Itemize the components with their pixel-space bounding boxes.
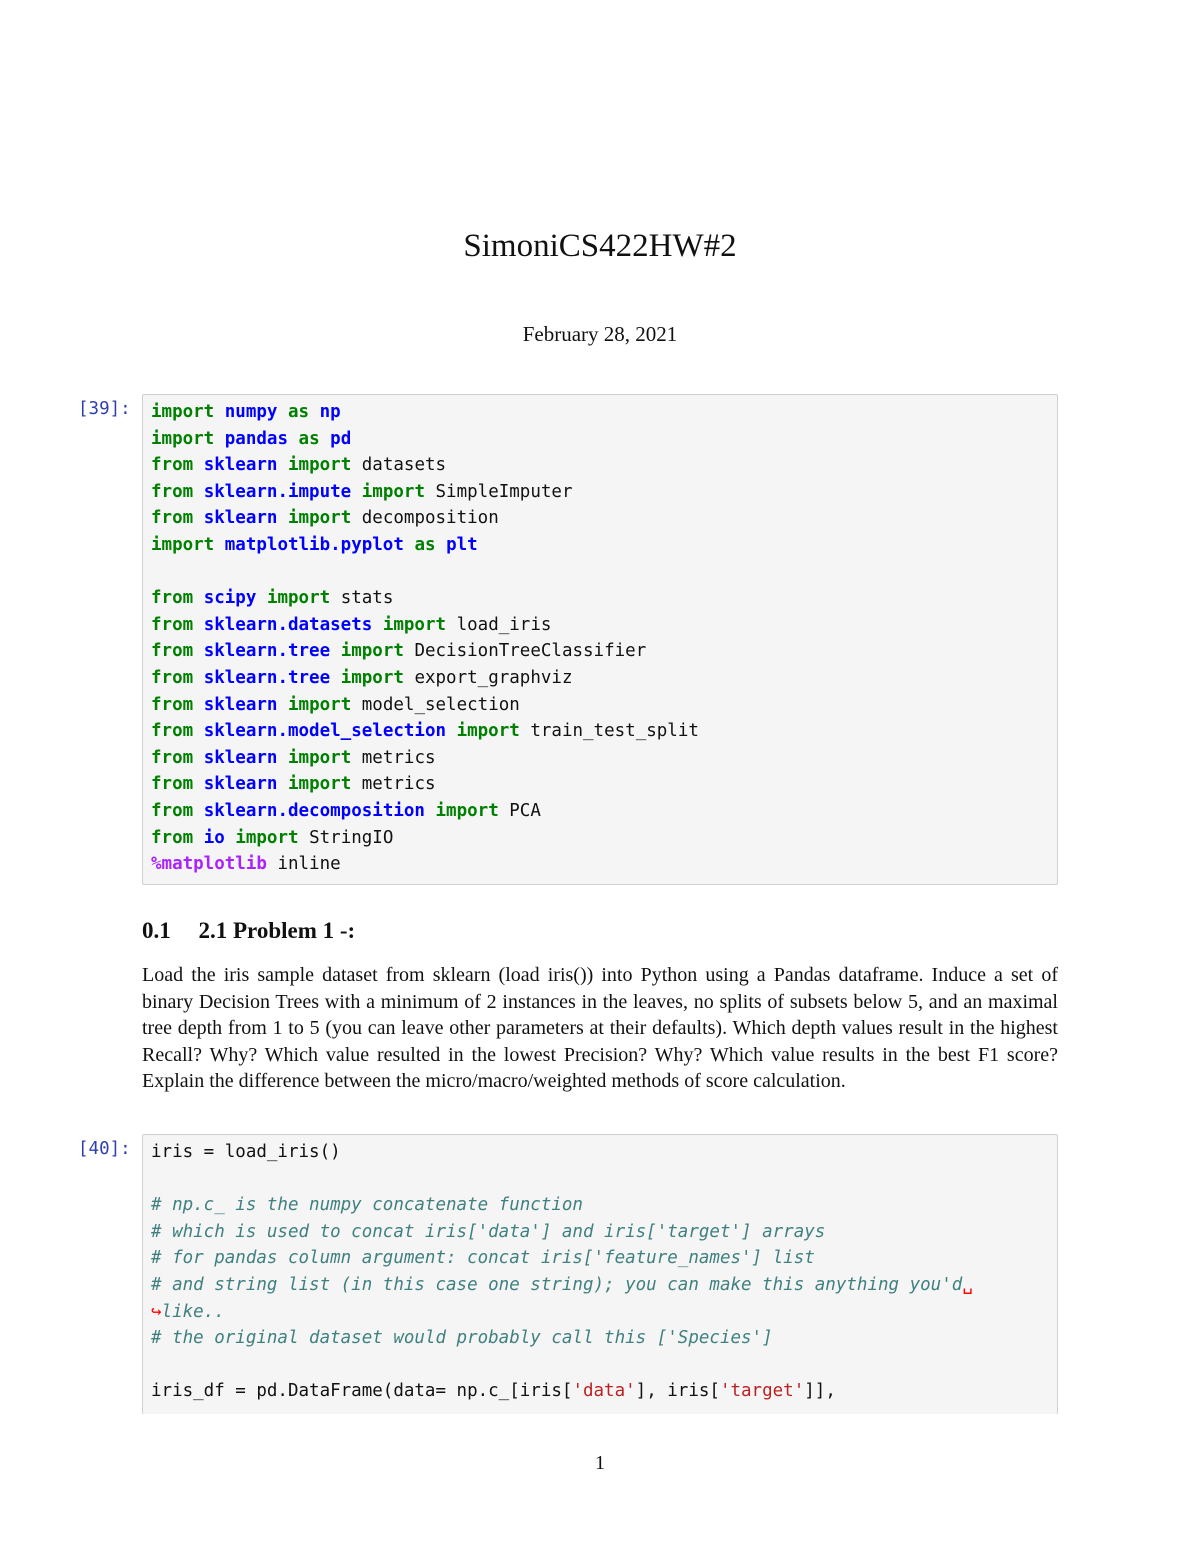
code-line: [151, 532, 1049, 559]
code-token: sklearn.model_selection: [203, 721, 447, 742]
cell-prompt-40: [40]:: [78, 1139, 131, 1159]
code-token: like..: [161, 1301, 225, 1322]
code-token: [277, 774, 288, 794]
code-token: [193, 801, 204, 821]
code-token: import: [361, 481, 425, 502]
code-line: [151, 585, 1049, 612]
code-token: # and string list (in this case one string); you can make this anything you'd: [151, 1274, 963, 1295]
code-token: [372, 615, 383, 635]
code-token: # np.c_ is the numpy concatenate function: [151, 1195, 583, 1216]
code-token: from: [151, 614, 194, 635]
code-token: [193, 641, 204, 661]
code-line: [151, 1219, 1049, 1246]
code-token: load_iris: [446, 614, 552, 635]
code-token: [193, 508, 204, 528]
code-token: [277, 748, 288, 768]
code-line: [151, 1299, 1049, 1326]
code-token: import: [382, 614, 447, 635]
code-token: ]],: [804, 1381, 836, 1402]
code-token: np: [319, 402, 341, 422]
code-token: from: [151, 774, 194, 795]
code-token: # for pandas column argument: concat iris['feature_names'] list: [151, 1248, 815, 1269]
code-token: [277, 402, 288, 422]
code-token: sklearn.tree: [203, 667, 331, 688]
code-line: [151, 505, 1049, 532]
code-token: [351, 482, 362, 502]
code-token: [193, 828, 204, 848]
code-token: stats: [330, 588, 394, 609]
code-token: [425, 801, 436, 821]
code-block: [151, 1139, 1049, 1405]
code-token: ␣: [962, 1274, 973, 1295]
code-token: DecisionTreeClassifier: [403, 641, 647, 662]
code-token: [288, 429, 299, 449]
code-token: StringIO: [298, 827, 394, 848]
code-token: sklearn: [203, 774, 278, 795]
code-line: [151, 426, 1049, 453]
code-token: from: [151, 588, 194, 609]
code-token: [277, 695, 288, 715]
code-block: [151, 399, 1049, 878]
code-token: import: [288, 455, 352, 476]
code-token: from: [151, 481, 194, 502]
cell-prompt-39: [39]:: [78, 399, 131, 419]
code-token: import: [288, 774, 352, 795]
code-token: io: [203, 827, 225, 848]
code-token: pandas: [224, 428, 288, 449]
code-token: numpy: [224, 402, 278, 422]
code-token: [256, 588, 267, 608]
code-token: [330, 641, 341, 661]
code-token: %matplotlib: [151, 854, 267, 875]
code-token: import: [151, 428, 215, 449]
code-token: iris = load_iris(): [151, 1142, 341, 1162]
code-token: import: [151, 402, 215, 422]
code-line: [151, 825, 1049, 852]
code-token: [193, 482, 204, 502]
code-line: [151, 479, 1049, 506]
code-token: SimpleImputer: [424, 481, 573, 502]
code-token: metrics: [351, 747, 436, 768]
code-token: inline: [266, 854, 341, 875]
code-token: sklearn: [203, 455, 278, 476]
code-token: [214, 429, 225, 449]
code-token: [193, 668, 204, 688]
code-line: [151, 1272, 1049, 1299]
code-token: [193, 721, 204, 741]
code-line: [151, 798, 1049, 825]
code-token: import: [266, 588, 331, 609]
code-line: [151, 1245, 1049, 1272]
code-line: [151, 559, 1049, 586]
code-line: [151, 745, 1049, 772]
code-token: [436, 535, 447, 555]
code-line: [151, 399, 1049, 426]
code-line: [151, 452, 1049, 479]
code-token: as: [298, 428, 320, 449]
code-token: sklearn: [203, 747, 278, 768]
code-token: import: [288, 747, 352, 768]
code-token: from: [151, 747, 194, 768]
code-token: [193, 774, 204, 794]
code-line: [151, 1139, 1049, 1166]
code-token: [446, 721, 457, 741]
code-token: from: [151, 827, 194, 848]
code-token: from: [151, 800, 194, 821]
code-line: [151, 1192, 1049, 1219]
code-token: model_selection: [351, 694, 520, 715]
code-line: [151, 612, 1049, 639]
document-date: February 28, 2021: [522, 322, 678, 346]
code-token: import: [288, 694, 352, 715]
code-token: [404, 535, 415, 555]
code-token: ], iris[: [635, 1381, 720, 1402]
code-line: [151, 771, 1049, 798]
section-heading: [142, 918, 355, 944]
code-token: matplotlib.pyplot: [224, 534, 404, 555]
code-token: import: [151, 534, 215, 555]
code-token: [320, 429, 331, 449]
code-line: [151, 692, 1049, 719]
code-token: as: [414, 534, 436, 555]
code-line: [151, 1166, 1049, 1193]
code-token: as: [288, 402, 310, 422]
code-token: [277, 508, 288, 528]
code-token: sklearn.decomposition: [203, 800, 425, 821]
code-token: scipy: [203, 588, 257, 609]
code-token: [330, 668, 341, 688]
code-token: ↪: [151, 1301, 162, 1322]
code-line: [151, 718, 1049, 745]
section-number: 0.1: [142, 918, 171, 943]
code-token: from: [151, 694, 194, 715]
code-token: import: [288, 508, 352, 529]
problem-description: Load the iris sample dataset from sklearn (load iris()) into Python using a Pandas dataframe. Induce a set of binary Decision Trees with a minimum of 2 instances in the leaves, no splits of subsets below 5, and an maximal tree depth from 1 to 5 (you can leave other parameters at their defaults). Which depth values result in the highest Recall? Why? Which value resulted in the lowest Precision? Why? Which value results in the best F1 score? Explain the difference between the micro/macro/weighted methods of score calculation.: [142, 964, 1058, 1093]
code-token: [193, 748, 204, 768]
code-line: [151, 1378, 1049, 1405]
code-token: [214, 402, 225, 422]
code-token: sklearn.datasets: [203, 614, 373, 635]
code-line: [151, 665, 1049, 692]
code-cell-load-iris[interactable]: [142, 1134, 1058, 1414]
code-token: 'data': [572, 1381, 636, 1402]
code-token: [309, 402, 320, 422]
code-line: [151, 638, 1049, 665]
code-token: train_test_split: [519, 721, 699, 742]
code-line: [151, 851, 1049, 878]
code-token: import: [235, 827, 299, 848]
code-token: plt: [446, 534, 478, 555]
code-token: from: [151, 721, 194, 742]
code-token: sklearn.tree: [203, 641, 331, 662]
code-token: [193, 588, 204, 608]
code-token: from: [151, 641, 194, 662]
code-token: [214, 535, 225, 555]
code-token: datasets: [351, 455, 447, 476]
code-line: [151, 1352, 1049, 1379]
code-token: export_graphviz: [403, 667, 573, 688]
code-token: sklearn: [203, 694, 278, 715]
code-token: import: [340, 641, 404, 662]
code-token: from: [151, 508, 194, 529]
code-token: from: [151, 455, 194, 476]
code-token: iris_df = pd.DataFrame(data= np.c_[iris[: [151, 1381, 573, 1402]
code-token: PCA: [498, 800, 541, 821]
code-cell-imports[interactable]: [142, 394, 1058, 885]
code-token: from: [151, 667, 194, 688]
code-token: import: [435, 800, 499, 821]
code-token: [193, 615, 204, 635]
page-number: 1: [595, 1452, 605, 1474]
code-token: import: [340, 667, 404, 688]
code-token: [225, 828, 236, 848]
code-token: import: [456, 721, 520, 742]
code-line: [151, 1325, 1049, 1352]
section-title: 2.1 Problem 1 -:: [198, 918, 356, 943]
code-token: # which is used to concat iris['data'] and iris['target'] arrays: [151, 1221, 826, 1242]
code-token: sklearn: [203, 508, 278, 529]
code-token: decomposition: [351, 508, 499, 529]
code-token: [277, 455, 288, 475]
code-token: 'target': [719, 1381, 805, 1402]
code-token: [193, 695, 204, 715]
code-token: [193, 455, 204, 475]
code-token: pd: [330, 428, 352, 449]
code-token: metrics: [351, 774, 436, 795]
code-token: # the original dataset would probably call this ['Species']: [151, 1328, 773, 1349]
code-token: sklearn.impute: [203, 481, 352, 502]
document-title: SimoniCS422HW#2: [463, 228, 737, 264]
